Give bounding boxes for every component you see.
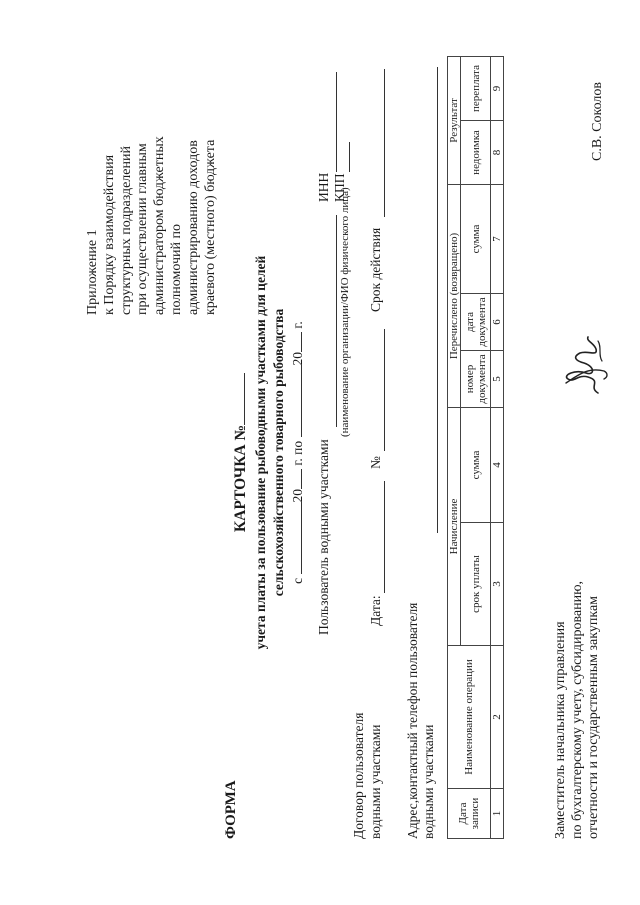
address-label-1: Адрес,контактный телефон пользователя <box>405 602 420 839</box>
col-number: 8 <box>491 120 504 184</box>
period-start-blank <box>301 502 302 574</box>
contract-date-line <box>384 481 385 593</box>
address-line <box>437 67 438 533</box>
contract-label-1: Договор пользователя <box>351 712 366 839</box>
group-accrual-header: Начисление <box>448 408 461 646</box>
card-subtitle <box>252 0 288 905</box>
period-from-label: с <box>290 577 305 584</box>
col-overpay-header: переплата <box>461 56 491 120</box>
card-title <box>232 0 250 905</box>
card-subtitle-line-2: сельскохозяйственного товарного рыбоводства <box>271 308 286 597</box>
period-year-2: 20 <box>290 351 305 366</box>
appendix-line: полномочий по <box>168 223 184 315</box>
contract-term-line <box>384 69 385 217</box>
signer-name: С.В. Соколов <box>590 81 605 161</box>
appendix-block <box>85 136 219 315</box>
col-number: 3 <box>491 523 504 646</box>
table-number-row <box>491 56 504 838</box>
contract-term-label: Срок действия <box>368 227 383 312</box>
user-name-line <box>336 215 337 427</box>
forma-label: ФОРМА <box>223 780 239 839</box>
appendix-line: администрированию доходов <box>185 140 201 315</box>
signer-position-line-1: Заместитель начальника управления <box>553 621 568 839</box>
inn-label: ИНН <box>316 172 331 202</box>
col-operation-header: Наименование операции <box>448 646 491 789</box>
user-label: Пользователь водными участками <box>316 439 331 635</box>
col-number: 6 <box>491 294 504 351</box>
address-label-2: водными участками <box>421 724 436 839</box>
appendix-line: администратором бюджетных <box>152 136 168 315</box>
period-line <box>290 0 306 905</box>
col-date-header: Дата записи <box>448 789 491 839</box>
handwritten-signature <box>558 333 612 397</box>
group-transfer-header: Перечислено (возвращено) <box>448 184 461 407</box>
table-header-row-1 <box>448 56 461 838</box>
appendix-line: Приложение 1 <box>85 229 100 315</box>
period-end-blank <box>301 365 302 437</box>
contract-number-label: № <box>368 456 383 469</box>
signature-block <box>553 581 603 839</box>
contract-date-label: Дата: <box>368 595 383 626</box>
col-transfer-sum-header: сумма <box>461 184 491 293</box>
col-number: 4 <box>491 408 504 523</box>
group-result-header: Результат <box>448 56 461 184</box>
appendix-line: структурных подразделений <box>118 146 134 315</box>
contract-label-2: водными участками <box>368 724 383 839</box>
signer-position-line-3: отчетности и государственным закупкам <box>586 595 601 839</box>
appendix-line: краевого (местного) бюджета <box>202 139 218 315</box>
card-subtitle-line-1: учета платы за пользование рыбоводными участками для целей <box>253 255 268 650</box>
contract-number-line <box>384 329 385 451</box>
appendix-line: при осуществлении главным <box>135 143 151 315</box>
col-due-header: срок уплаты <box>461 523 491 646</box>
col-number: 2 <box>491 646 504 789</box>
period-end-label: г. <box>290 321 305 329</box>
col-arrears-header: недоимка <box>461 120 491 184</box>
user-hint: (наименование организации/ФИО физического лица) <box>339 187 351 437</box>
col-number: 5 <box>491 351 504 408</box>
accounting-table <box>447 56 504 839</box>
col-doc-num-header: номер документа <box>461 351 491 408</box>
kpp-label: КПП <box>332 173 347 202</box>
col-doc-date-header: дата документа <box>461 294 491 351</box>
col-number: 7 <box>491 184 504 293</box>
col-number: 9 <box>491 56 504 120</box>
kpp-line <box>349 142 350 172</box>
appendix-line: к Порядку взаимодействия <box>101 154 117 315</box>
inn-line <box>336 72 337 172</box>
card-title-text: КАРТОЧКА № <box>232 424 249 533</box>
period-to-label: г. по <box>290 440 305 466</box>
signer-position-line-2: по бухгалтерскому учету, субсидированию, <box>569 580 585 839</box>
col-accrual-sum-header: сумма <box>461 408 491 523</box>
period-year-1: 20 <box>290 488 305 503</box>
col-number: 1 <box>491 789 504 839</box>
